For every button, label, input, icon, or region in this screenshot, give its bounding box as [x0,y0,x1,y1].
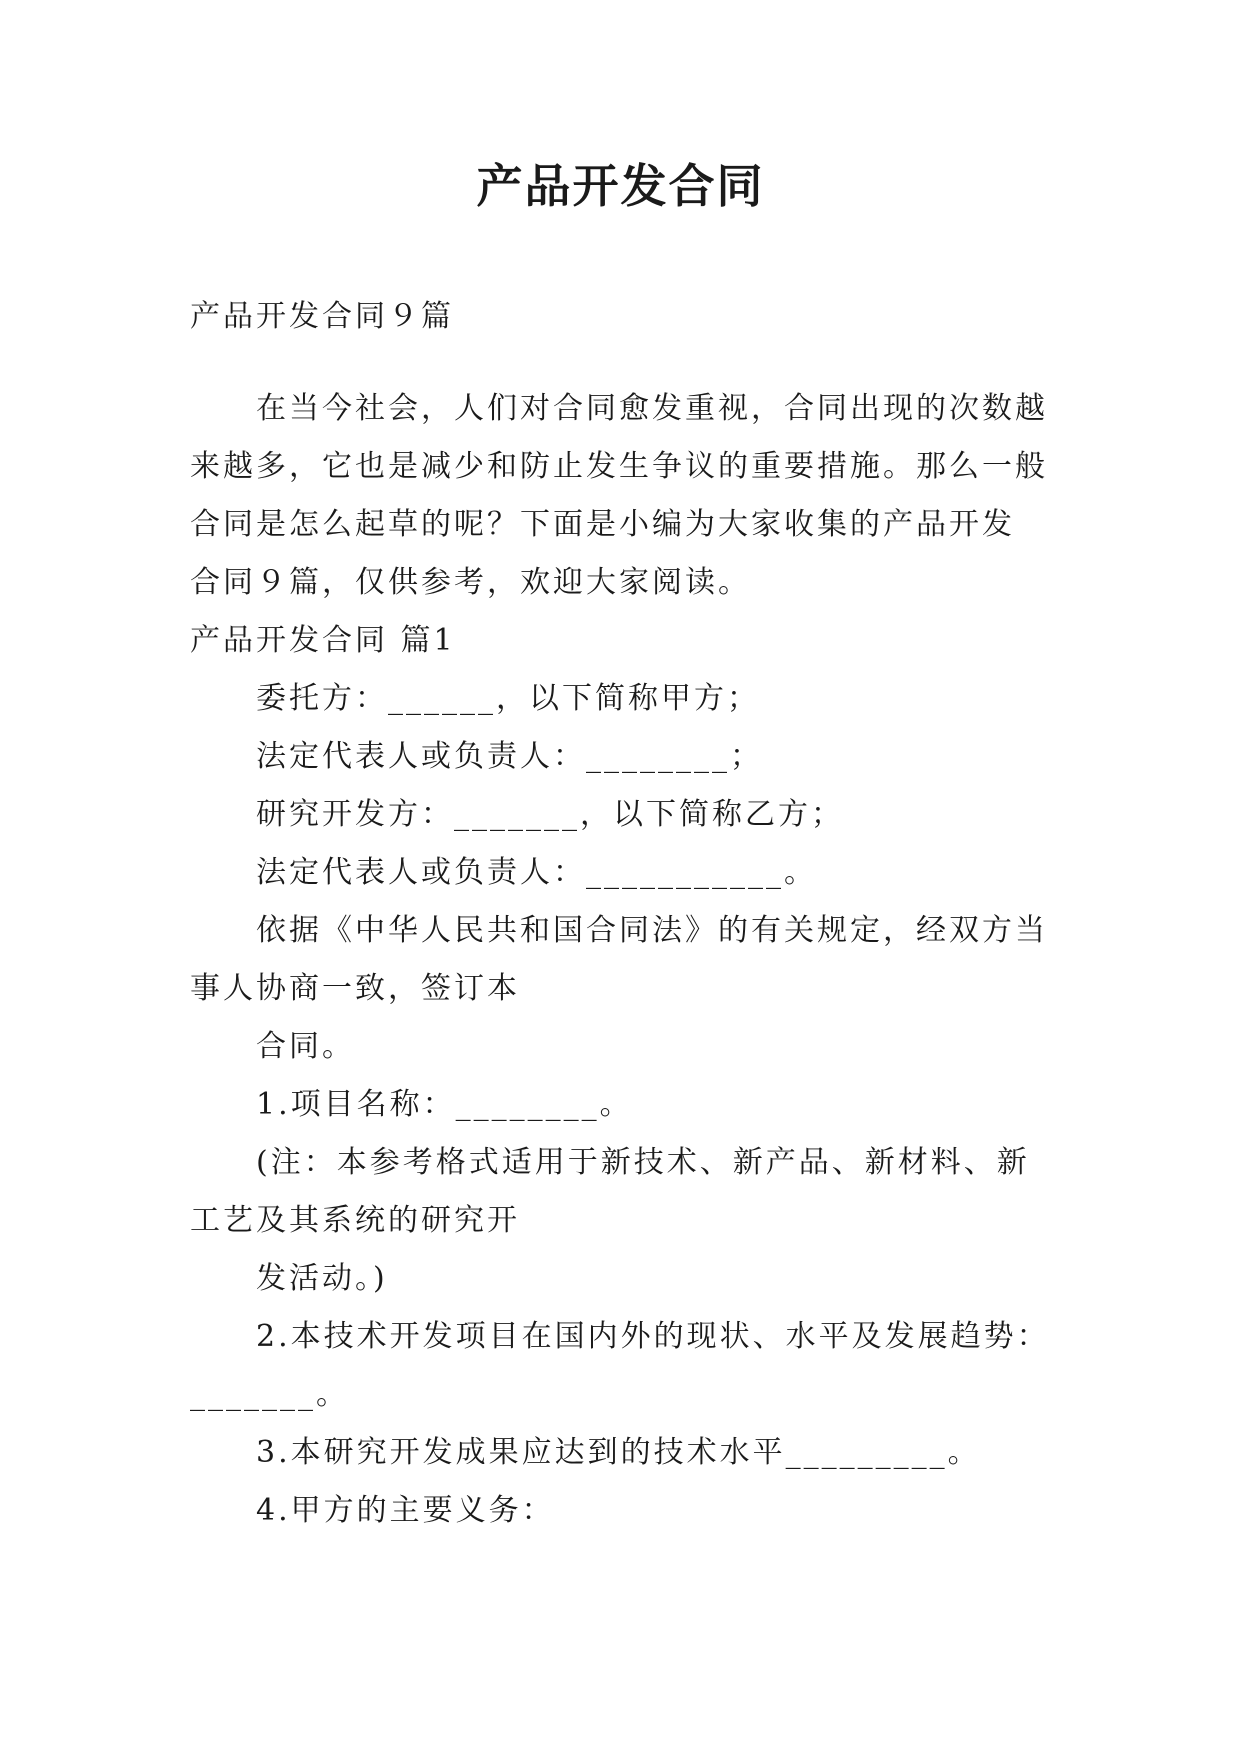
note-line: 发活动。) [256,1261,388,1296]
document-subtitle: 产品开发合同９篇 [190,299,454,334]
spacer [190,346,1052,380]
item-3: 3.本研究开发成果应达到的技术水平_________。 [256,1435,981,1470]
intro-line: 在当今社会，人们对合同愈发重视，合同出现的次数越 [256,391,1048,426]
basis-line: 合同。 [256,1029,355,1064]
item-4: 4.甲方的主要义务： [256,1493,555,1528]
note-line: 工艺及其系统的研究开 [190,1203,520,1238]
intro-line: 合同９篇，仅供参考，欢迎大家阅读。 [190,565,751,600]
document-body [190,288,1052,1540]
intro-line: 来越多，它也是减少和防止发生争议的重要措施。那么一般 [190,449,1048,484]
item-1: 1.项目名称：________。 [256,1087,633,1122]
item-2-line: _______。 [190,1377,349,1412]
party-line: 法定代表人或负责人：___________。 [256,855,817,890]
intro-line: 合同是怎么起草的呢？下面是小编为大家收集的产品开发 [190,507,1015,542]
note-line: (注：本参考格式适用于新技术、新产品、新材料、新 [256,1145,1030,1180]
item-2-line: 2.本技术开发项目在国内外的现状、水平及发展趋势： [256,1319,1050,1354]
section-heading: 产品开发合同 篇1 [190,623,456,658]
basis-line: 依据《中华人民共和国合同法》的有关规定，经双方当 [256,913,1048,948]
party-line: 研究开发方：_______，以下简称乙方； [256,797,844,832]
document-title: 产品开发合同 [476,159,765,213]
party-line: 委托方：______，以下简称甲方； [256,681,760,716]
basis-line: 事人协商一致，签订本 [190,971,520,1006]
party-line: 法定代表人或负责人：________； [256,739,763,774]
